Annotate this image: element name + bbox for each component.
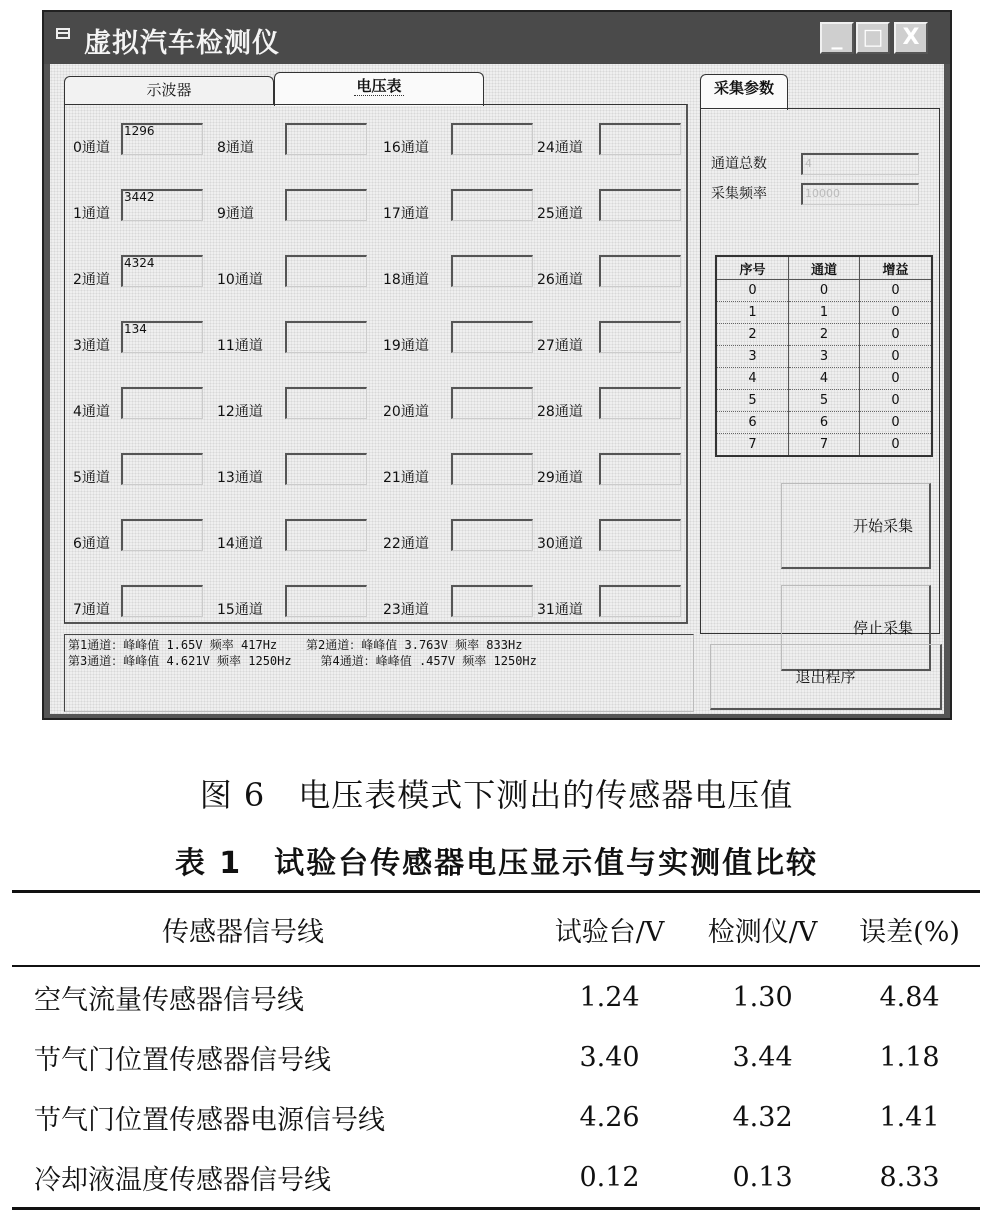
channel-value-field[interactable]: [599, 189, 681, 221]
comparison-header: 检测仪/V: [707, 916, 818, 948]
table-cell: 3.40: [579, 1041, 640, 1073]
comparison-header: 试验台/V: [554, 916, 665, 948]
channel-0: [73, 123, 233, 163]
channel-value-field[interactable]: [285, 585, 367, 617]
table-row: [12, 1087, 980, 1147]
channel-label: 31通道: [537, 602, 583, 618]
channel-17: [383, 189, 543, 229]
params-panel: [700, 108, 940, 637]
channel-value-field[interactable]: [599, 519, 681, 551]
table-cell: 0: [860, 412, 932, 434]
table-cell: 0: [860, 280, 932, 302]
title-bar: [44, 12, 950, 64]
channel-29: [537, 453, 697, 493]
channel-label: 3通道: [73, 338, 110, 354]
table-cell: 8.33: [879, 1161, 940, 1193]
table-cell: 0: [716, 280, 788, 302]
channel-12: [217, 387, 377, 427]
channel-value-field[interactable]: [451, 255, 533, 287]
channel-label: 10通道: [217, 272, 263, 288]
exit-button[interactable]: 退出程序: [710, 644, 942, 710]
table-cell: 0: [788, 280, 859, 302]
channel-label: 24通道: [537, 140, 583, 156]
channel-value-field[interactable]: [451, 585, 533, 617]
channel-value-field[interactable]: 3442: [121, 189, 203, 221]
table-cell: 0: [860, 390, 932, 412]
channel-value-field[interactable]: [285, 453, 367, 485]
tab-voltmeter[interactable]: [274, 72, 484, 106]
status-line: 第1通道：峰峰值 1.65V 频率 417Hz 第2通道：峰峰值 3.763V 频率 833Hz: [68, 638, 523, 652]
channel-label: 18通道: [383, 272, 429, 288]
table-row[interactable]: [716, 434, 932, 457]
start-acquisition-button[interactable]: 开始采集: [781, 483, 931, 569]
table-cell: 6: [788, 412, 859, 434]
table-cell: 2: [788, 324, 859, 346]
channel-30: [537, 519, 697, 559]
table-cell: 5: [788, 390, 859, 412]
figure-caption: 图 6 电压表模式下测出的传感器电压值: [199, 776, 794, 814]
channel-label: 13通道: [217, 470, 263, 486]
table-row[interactable]: [716, 302, 932, 324]
channel-value-field[interactable]: [285, 255, 367, 287]
channel-value-field[interactable]: [451, 519, 533, 551]
channel-label: 28通道: [537, 404, 583, 420]
table-row[interactable]: [716, 346, 932, 368]
channel-23: [383, 585, 543, 625]
channel-label: 4通道: [73, 404, 110, 420]
table-cell: 0.12: [579, 1161, 640, 1193]
channel-2: [73, 255, 233, 295]
table-row[interactable]: [716, 412, 932, 434]
minimize-button[interactable]: _: [820, 22, 854, 54]
channel-value-field[interactable]: [121, 585, 203, 617]
table-cell: 3.44: [732, 1041, 793, 1073]
channel-label: 20通道: [383, 404, 429, 420]
status-output: [64, 634, 694, 712]
channel-3: [73, 321, 233, 361]
table-row[interactable]: [716, 280, 932, 302]
channel-1: [73, 189, 233, 229]
channel-27: [537, 321, 697, 361]
channel-value-field[interactable]: [451, 123, 533, 155]
table-cell: 3: [716, 346, 788, 368]
tab-params[interactable]: 采集参数: [700, 74, 788, 110]
channel-5: [73, 453, 233, 493]
channel-label: 21通道: [383, 470, 429, 486]
channel-28: [537, 387, 697, 427]
stop-acquisition-button[interactable]: 停止采集: [781, 585, 931, 671]
channel-label: 7通道: [73, 602, 110, 618]
channel-label: 2通道: [73, 272, 110, 288]
table-cell: 4: [716, 368, 788, 390]
table-row[interactable]: [716, 324, 932, 346]
table-row[interactable]: [716, 390, 932, 412]
table-cell: 节气门位置传感器电源信号线: [34, 1104, 385, 1136]
channel-label: 23通道: [383, 602, 429, 618]
table-caption: 表 1 试验台传感器电压显示值与实测值比较: [174, 846, 819, 881]
table-cell: 0.13: [732, 1161, 793, 1193]
channel-19: [383, 321, 543, 361]
channel-value-field[interactable]: [451, 189, 533, 221]
table-cell: 0: [860, 434, 932, 457]
table-cell: 4.84: [879, 981, 940, 1013]
table-cell: 7: [788, 434, 859, 457]
channel-label: 27通道: [537, 338, 583, 354]
channel-value-field[interactable]: [285, 519, 367, 551]
table-cell: 1.30: [732, 981, 793, 1013]
gain-table: [715, 255, 933, 457]
sample-rate-input[interactable]: 10000: [801, 183, 919, 205]
table-cell: 0: [860, 346, 932, 368]
channel-11: [217, 321, 377, 361]
table-cell: 1: [788, 302, 859, 324]
tab-voltmeter-label: 电压表: [356, 77, 402, 95]
table-cell: 空气流量传感器信号线: [34, 984, 304, 1016]
channel-label: 5通道: [73, 470, 110, 486]
comparison-header: 误差(%): [859, 916, 960, 948]
table-row[interactable]: [716, 368, 932, 390]
channel-value-field[interactable]: 4324: [121, 255, 203, 287]
table-cell: 4: [788, 368, 859, 390]
channel-label: 26通道: [537, 272, 583, 288]
channel-label: 16通道: [383, 140, 429, 156]
window-menu-icon[interactable]: [56, 28, 70, 39]
voltmeter-panel: [64, 104, 688, 624]
table-cell: 1.41: [879, 1101, 940, 1133]
channel-value-field[interactable]: [599, 453, 681, 485]
client-area: [50, 64, 944, 714]
table-cell: 1.18: [879, 1041, 940, 1073]
channel-31: [537, 585, 697, 625]
table-cell: 4.26: [579, 1101, 640, 1133]
channel-value-field[interactable]: [599, 321, 681, 353]
channel-label: 30通道: [537, 536, 583, 552]
channel-label: 19通道: [383, 338, 429, 354]
channel-label: 12通道: [217, 404, 263, 420]
channel-8: [217, 123, 377, 163]
channel-10: [217, 255, 377, 295]
channel-7: [73, 585, 233, 625]
channel-value-field[interactable]: [285, 321, 367, 353]
channel-label: 22通道: [383, 536, 429, 552]
channel-label: 0通道: [73, 140, 110, 156]
total-channels-input[interactable]: 4: [801, 153, 919, 175]
table-cell: 1.24: [579, 981, 640, 1013]
channel-label: 11通道: [217, 338, 263, 354]
channel-16: [383, 123, 543, 163]
table-cell: 1: [716, 302, 788, 324]
table-cell: 2: [716, 324, 788, 346]
comparison-header: 传感器信号线: [162, 916, 324, 948]
channel-21: [383, 453, 543, 493]
channel-value-field[interactable]: [599, 255, 681, 287]
maximize-button[interactable]: □: [856, 22, 890, 54]
channel-9: [217, 189, 377, 229]
channel-value-field[interactable]: [285, 189, 367, 221]
table-cell: 节气门位置传感器信号线: [34, 1044, 331, 1076]
channel-label: 15通道: [217, 602, 263, 618]
channel-value-field[interactable]: [451, 453, 533, 485]
channel-4: [73, 387, 233, 427]
channel-26: [537, 255, 697, 295]
channel-18: [383, 255, 543, 295]
table-cell: 0: [860, 324, 932, 346]
channel-value-field[interactable]: 134: [121, 321, 203, 353]
table-cell: 0: [860, 368, 932, 390]
channel-value-field[interactable]: 1296: [121, 123, 203, 155]
channel-22: [383, 519, 543, 559]
table-cell: 冷却液温度传感器信号线: [34, 1164, 331, 1196]
channel-value-field[interactable]: [121, 519, 203, 551]
close-button[interactable]: X: [894, 22, 928, 54]
table-cell: 5: [716, 390, 788, 412]
channel-14: [217, 519, 377, 559]
gain-table-header: 序号: [716, 256, 788, 280]
table-cell: 3: [788, 346, 859, 368]
channel-24: [537, 123, 697, 163]
channel-13: [217, 453, 377, 493]
channel-15: [217, 585, 377, 625]
sample-rate-label: 采集频率: [711, 186, 767, 202]
channel-value-field[interactable]: [285, 123, 367, 155]
app-window: [42, 10, 952, 720]
channel-label: 25通道: [537, 206, 583, 222]
table-cell: 4.32: [732, 1101, 793, 1133]
comparison-table: [12, 890, 980, 1210]
channel-label: 29通道: [537, 470, 583, 486]
table-cell: 7: [716, 434, 788, 457]
channel-20: [383, 387, 543, 427]
table-cell: 0: [860, 302, 932, 324]
channel-value-field[interactable]: [599, 585, 681, 617]
table-cell: 6: [716, 412, 788, 434]
channel-value-field[interactable]: [599, 123, 681, 155]
window-title: 虚拟汽车检测仪: [84, 28, 280, 59]
channel-label: 9通道: [217, 206, 254, 222]
table-row: [12, 1027, 980, 1087]
table-row: [12, 966, 980, 1027]
channel-value-field[interactable]: [121, 453, 203, 485]
gain-table-header: 通道: [788, 256, 859, 280]
channel-value-field[interactable]: [285, 387, 367, 419]
channel-label: 1通道: [73, 206, 110, 222]
total-channels-label: 通道总数: [711, 156, 767, 172]
channel-6: [73, 519, 233, 559]
channel-value-field[interactable]: [599, 387, 681, 419]
table-row: [12, 1147, 980, 1209]
channel-value-field[interactable]: [451, 387, 533, 419]
channel-label: 17通道: [383, 206, 429, 222]
channel-25: [537, 189, 697, 229]
gain-table-header: 增益: [860, 256, 932, 280]
channel-value-field[interactable]: [121, 387, 203, 419]
channel-label: 8通道: [217, 140, 254, 156]
channel-label: 14通道: [217, 536, 263, 552]
channel-label: 6通道: [73, 536, 110, 552]
status-line: 第3通道：峰峰值 4.621V 频率 1250Hz 第4通道：峰峰值 .457V 频率 1250Hz: [68, 654, 537, 668]
channel-value-field[interactable]: [451, 321, 533, 353]
tab-oscilloscope[interactable]: 示波器: [64, 76, 274, 104]
